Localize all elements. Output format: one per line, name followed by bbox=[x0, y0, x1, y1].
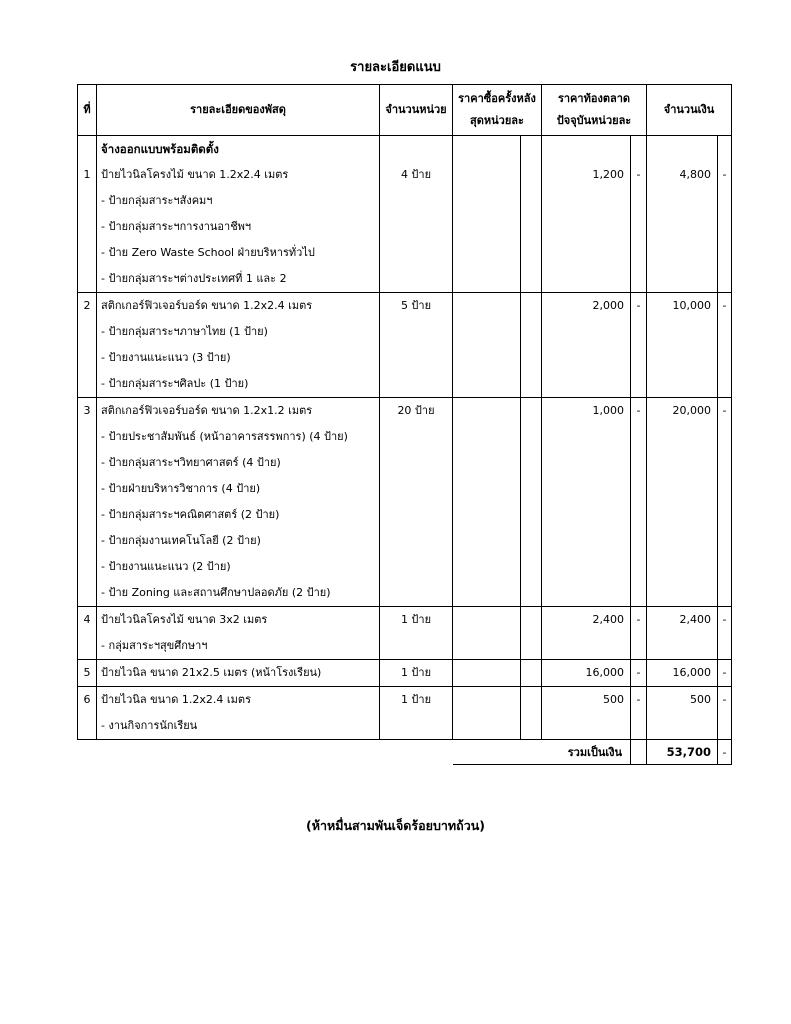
last-price-cell bbox=[453, 687, 521, 740]
item-sub-detail: - ป้าย Zoning และสถานศึกษาปลอดภัย (2 ป้าย) bbox=[101, 586, 331, 599]
last-price-satang-cell bbox=[521, 687, 542, 740]
last-price-satang-cell bbox=[521, 660, 542, 687]
item-sub-detail: - ป้ายกลุ่มสาระฯต่างประเทศที่ 1 และ 2 bbox=[101, 272, 287, 285]
unit-price-cell bbox=[542, 607, 631, 660]
unit-price-satang-cell bbox=[631, 293, 647, 398]
total-gap bbox=[631, 740, 647, 765]
item-amount: 16,000 bbox=[672, 666, 712, 679]
item-amount-cell bbox=[647, 136, 718, 293]
item-quantity-cell bbox=[380, 660, 453, 687]
item-number-cell bbox=[78, 136, 97, 293]
item-amount: 500 bbox=[690, 693, 712, 706]
col-header-desc: รายละเอียดของพัสดุ bbox=[97, 85, 380, 136]
item-quantity-cell bbox=[380, 687, 453, 740]
item-amount-satang: - bbox=[722, 693, 727, 706]
spacer bbox=[453, 136, 520, 162]
item-number-cell bbox=[78, 660, 97, 687]
unit-price: 16,000 bbox=[585, 666, 624, 679]
item-name: ป้ายไวนิลโครงไม้ ขนาด 3x2 เมตร bbox=[101, 613, 268, 626]
table-row bbox=[78, 660, 732, 687]
unit-price-satang: - bbox=[636, 299, 641, 312]
item-sub-detail: - ป้าย Zero Waste School ฝ่ายบริหารทั่วไป bbox=[101, 246, 315, 259]
unit-price-satang: - bbox=[636, 168, 641, 181]
item-description-cell bbox=[97, 398, 380, 607]
item-quantity: 4 ป้าย bbox=[400, 168, 432, 181]
item-quantity-cell bbox=[380, 136, 453, 293]
spacer bbox=[521, 136, 541, 162]
table-header-row bbox=[78, 85, 732, 136]
col-header-amount: จำนวนเงิน bbox=[647, 85, 732, 136]
unit-price: 2,400 bbox=[592, 613, 624, 626]
spacer bbox=[78, 136, 96, 162]
last-price-cell bbox=[453, 660, 521, 687]
table-body bbox=[78, 136, 732, 765]
item-sub-detail: - ป้ายฝ่ายบริหารวิชาการ (4 ป้าย) bbox=[101, 482, 261, 495]
item-sub-detail: - ป้ายงานแนะแนว (2 ป้าย) bbox=[101, 560, 231, 573]
unit-price-satang-cell bbox=[631, 136, 647, 293]
item-name: ป้ายไวนิลโครงไม้ ขนาด 1.2x2.4 เมตร bbox=[101, 168, 289, 181]
unit-price-cell bbox=[542, 687, 631, 740]
item-number-cell bbox=[78, 607, 97, 660]
item-sub-detail: - ป้ายกลุ่มสาระฯการงานอาชีพฯ bbox=[101, 220, 252, 233]
item-number-cell bbox=[78, 398, 97, 607]
last-price-cell bbox=[453, 293, 521, 398]
total-row bbox=[78, 740, 732, 765]
col-header-qty: จำนวนหน่วย bbox=[380, 85, 453, 136]
item-amount-cell bbox=[647, 607, 718, 660]
section-heading: จ้างออกแบบพร้อมติดตั้ง bbox=[101, 142, 219, 156]
item-number-cell bbox=[78, 687, 97, 740]
table-row bbox=[78, 293, 732, 398]
unit-price-cell bbox=[542, 398, 631, 607]
col-header-market-price: ราคาท้องตลาดปัจจุบันหน่วยละ bbox=[542, 85, 647, 136]
unit-price-satang: - bbox=[636, 666, 641, 679]
item-amount: 4,800 bbox=[679, 168, 712, 181]
unit-price: 500 bbox=[603, 693, 624, 706]
item-amount-cell bbox=[647, 687, 718, 740]
item-description-cell bbox=[97, 607, 380, 660]
col-header-no: ที่ bbox=[78, 85, 97, 136]
item-sub-detail: - ป้ายกลุ่มงานเทคโนโลยี (2 ป้าย) bbox=[101, 534, 261, 547]
item-quantity: 1 ป้าย bbox=[400, 613, 432, 626]
item-sub-detail: - ป้ายกลุ่มสาระฯวิทยาศาสตร์ (4 ป้าย) bbox=[101, 456, 281, 469]
item-number: 5 bbox=[83, 666, 91, 679]
last-price-cell bbox=[453, 136, 521, 293]
item-amount-cell bbox=[647, 398, 718, 607]
last-price-satang-cell bbox=[521, 293, 542, 398]
item-quantity-cell bbox=[380, 398, 453, 607]
unit-price-cell bbox=[542, 293, 631, 398]
item-description-cell bbox=[97, 660, 380, 687]
last-price-satang-cell bbox=[521, 398, 542, 607]
total-label: รวมเป็นเงิน bbox=[453, 740, 631, 765]
item-quantity: 5 ป้าย bbox=[400, 299, 432, 312]
item-sub-detail: - ป้ายกลุ่มสาระฯภาษาไทย (1 ป้าย) bbox=[101, 325, 268, 338]
total-amount: 53,700 bbox=[647, 740, 718, 765]
item-amount-satang: - bbox=[722, 404, 727, 417]
item-sub-detail: - ป้ายงานแนะแนว (3 ป้าย) bbox=[101, 351, 231, 364]
item-amount-satang: - bbox=[722, 666, 727, 679]
unit-price: 1,000 bbox=[592, 404, 624, 417]
spacer bbox=[380, 136, 452, 162]
item-amount-satang-cell bbox=[718, 607, 732, 660]
item-amount-satang-cell bbox=[718, 293, 732, 398]
last-price-cell bbox=[453, 398, 521, 607]
item-amount: 2,400 bbox=[679, 613, 712, 626]
item-number: 4 bbox=[83, 613, 91, 626]
amount-in-words: (ห้าหมื่นสามพันเจ็ดร้อยบาทถ้วน) bbox=[306, 818, 485, 833]
item-amount: 20,000 bbox=[672, 404, 712, 417]
item-quantity: 20 ป้าย bbox=[397, 404, 435, 417]
item-sub-detail: - ป้ายกลุ่มสาระฯสังคมฯ bbox=[101, 194, 213, 207]
last-price-satang-cell bbox=[521, 607, 542, 660]
item-amount-satang-cell bbox=[718, 136, 732, 293]
last-price-satang-cell bbox=[521, 136, 542, 293]
item-sub-detail: - งานกิจการนักเรียน bbox=[101, 719, 198, 732]
unit-price-satang: - bbox=[636, 404, 641, 417]
unit-price: 2,000 bbox=[592, 299, 624, 312]
item-description-cell bbox=[97, 293, 380, 398]
unit-price-cell bbox=[542, 136, 631, 293]
item-sub-detail: - ป้ายประชาสัมพันธ์ (หน้าอาคารสรรพการ) (4 ป้าย) bbox=[101, 430, 348, 443]
unit-price-satang: - bbox=[636, 693, 641, 706]
item-amount-cell bbox=[647, 660, 718, 687]
unit-price-satang-cell bbox=[631, 687, 647, 740]
table-row bbox=[78, 136, 732, 293]
item-name: ป้ายไวนิล ขนาด 21x2.5 เมตร (หน้าโรงเรียน) bbox=[101, 666, 322, 679]
item-name: ป้ายไวนิล ขนาด 1.2x2.4 เมตร bbox=[101, 693, 251, 706]
col-header-last-price: ราคาซื้อครั้งหลังสุดหน่วยละ bbox=[453, 85, 542, 136]
item-sub-detail: - ป้ายกลุ่มสาระฯคณิตศาสตร์ (2 ป้าย) bbox=[101, 508, 280, 521]
item-amount-satang-cell bbox=[718, 660, 732, 687]
table-row bbox=[78, 687, 732, 740]
item-number: 6 bbox=[83, 693, 91, 706]
item-amount-satang: - bbox=[722, 168, 727, 181]
total-amount-satang: - bbox=[718, 740, 732, 765]
spacer bbox=[647, 136, 711, 162]
item-number: 2 bbox=[83, 299, 91, 312]
item-amount-satang-cell bbox=[718, 398, 732, 607]
total-spacer bbox=[78, 740, 453, 765]
item-number: 3 bbox=[83, 404, 91, 417]
unit-price-satang-cell bbox=[631, 398, 647, 607]
item-sub-detail: - ป้ายกลุ่มสาระฯศิลปะ (1 ป้าย) bbox=[101, 377, 249, 390]
spacer bbox=[718, 136, 731, 162]
item-amount-satang-cell bbox=[718, 687, 732, 740]
item-quantity: 1 ป้าย bbox=[400, 693, 432, 706]
item-description-cell bbox=[97, 687, 380, 740]
table-row bbox=[78, 607, 732, 660]
item-table bbox=[77, 84, 732, 765]
unit-price-satang-cell bbox=[631, 660, 647, 687]
table-row bbox=[78, 398, 732, 607]
item-number: 1 bbox=[83, 168, 91, 181]
item-amount: 10,000 bbox=[672, 299, 712, 312]
unit-price-cell bbox=[542, 660, 631, 687]
item-amount-satang: - bbox=[722, 299, 727, 312]
unit-price-satang: - bbox=[636, 613, 641, 626]
unit-price: 1,200 bbox=[592, 168, 624, 181]
item-amount-cell bbox=[647, 293, 718, 398]
spacer bbox=[542, 136, 624, 162]
last-price-cell bbox=[453, 607, 521, 660]
item-quantity: 1 ป้าย bbox=[400, 666, 432, 679]
item-amount-satang: - bbox=[722, 613, 727, 626]
unit-price-satang-cell bbox=[631, 607, 647, 660]
item-number-cell bbox=[78, 293, 97, 398]
item-name: สติกเกอร์ฟิวเจอร์บอร์ด ขนาด 1.2x2.4 เมตร bbox=[101, 299, 313, 312]
item-sub-detail: - กลุ่มสาระฯสุขศึกษาฯ bbox=[101, 639, 208, 652]
item-description-cell bbox=[97, 136, 380, 293]
item-name: สติกเกอร์ฟิวเจอร์บอร์ด ขนาด 1.2x1.2 เมตร bbox=[101, 404, 313, 417]
page-title: รายละเอียดแนบ bbox=[350, 60, 441, 75]
item-quantity-cell bbox=[380, 607, 453, 660]
spacer bbox=[631, 136, 646, 162]
item-quantity-cell bbox=[380, 293, 453, 398]
